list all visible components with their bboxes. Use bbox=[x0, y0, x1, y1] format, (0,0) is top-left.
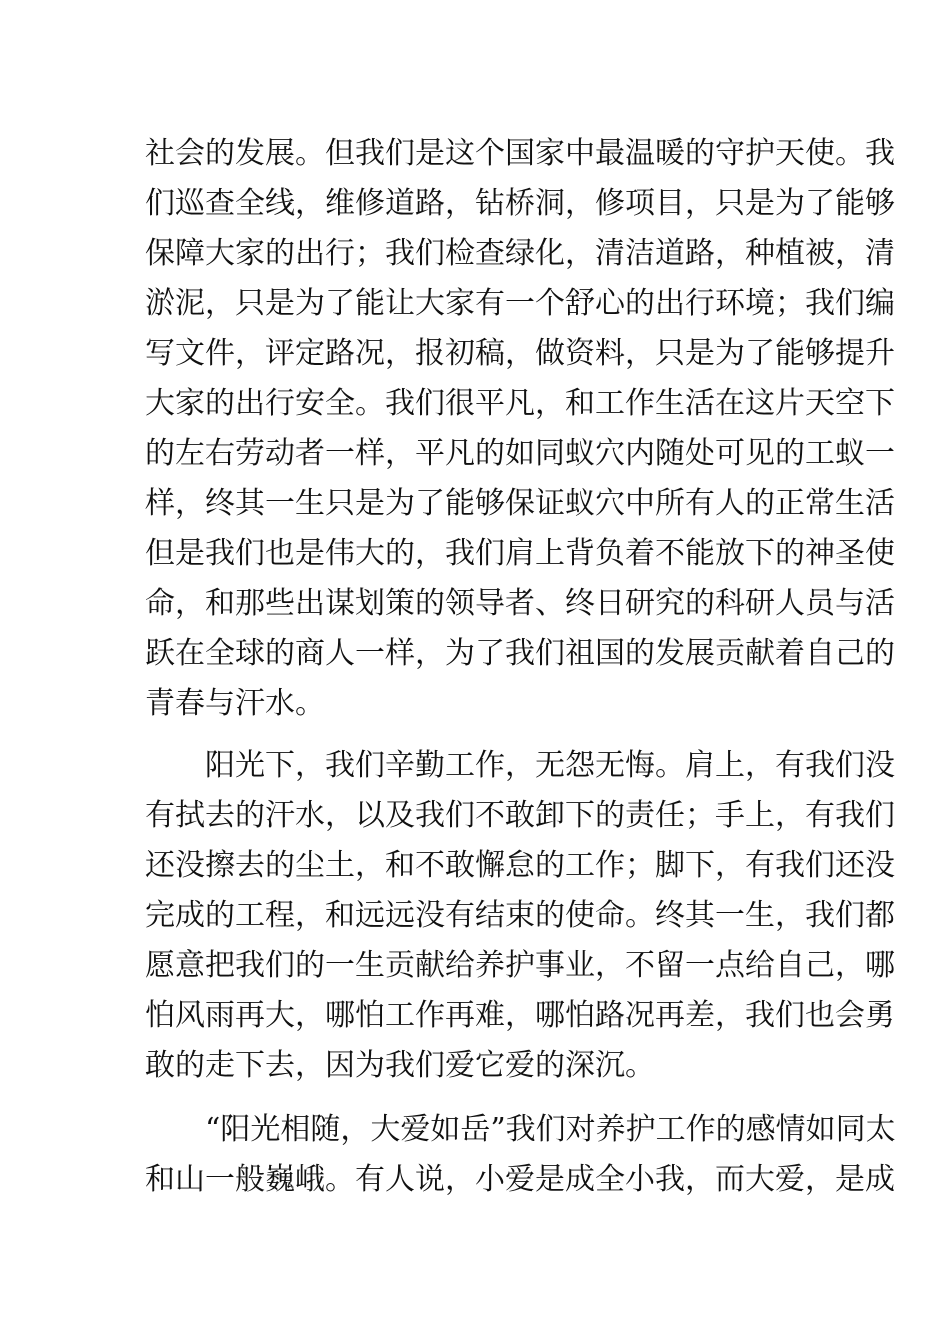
text-line: 有拭去的汗水，以及我们不敢卸下的责任；手上，有我们 bbox=[145, 798, 895, 833]
text-line-first: “阳光相随，大爱如岳”我们对养护工作的感情如同太 bbox=[205, 1112, 896, 1147]
text-line-first: 阳光下，我们辛勤工作，无怨无悔。肩上，有我们没 bbox=[205, 748, 895, 783]
text-line: 命，和那些出谋划策的领导者、终日研究的科研人员与活 bbox=[145, 586, 895, 621]
paragraph-2 bbox=[145, 741, 895, 1091]
text-line: 青春与汗水。 bbox=[145, 686, 325, 721]
text-line: 淤泥，只是为了能让大家有一个舒心的出行环境；我们编 bbox=[145, 286, 895, 321]
text-line: 大家的出行安全。我们很平凡，和工作生活在这片天空下 bbox=[145, 386, 895, 421]
text-line: 完成的工程，和远远没有结束的使命。终其一生，我们都 bbox=[145, 898, 895, 933]
text-line: 敢的走下去，因为我们爱它爱的深沉。 bbox=[145, 1048, 655, 1083]
text-line: 写文件，评定路况，报初稿，做资料，只是为了能够提升 bbox=[145, 336, 895, 371]
text-line: 的左右劳动者一样，平凡的如同蚁穴内随处可见的工蚁一 bbox=[145, 436, 895, 471]
text-line: 怕风雨再大，哪怕工作再难，哪怕路况再差，我们也会勇 bbox=[145, 998, 895, 1033]
paragraph-3 bbox=[145, 1105, 896, 1205]
text-line: 跃在全球的商人一样，为了我们祖国的发展贡献着自己的 bbox=[145, 636, 895, 671]
text-line: 社会的发展。但我们是这个国家中最温暖的守护天使。我 bbox=[145, 136, 895, 171]
text-line: 但是我们也是伟大的，我们肩上背负着不能放下的神圣使 bbox=[145, 536, 895, 571]
text-line: 还没擦去的尘土，和不敢懈怠的工作；脚下，有我们还没 bbox=[145, 848, 895, 883]
text-line: 和山一般巍峨。有人说，小爱是成全小我，而大爱，是成 bbox=[145, 1162, 895, 1197]
text-line: 样，终其一生只是为了能够保证蚁穴中所有人的正常生活 bbox=[145, 486, 895, 521]
text-line: 愿意把我们的一生贡献给养护事业，不留一点给自己，哪 bbox=[145, 948, 895, 983]
paragraph-1 bbox=[145, 129, 895, 729]
text-line: 保障大家的出行；我们检查绿化，清洁道路，种植被，清 bbox=[145, 236, 895, 271]
text-line: 们巡查全线，维修道路，钻桥洞，修项目，只是为了能够 bbox=[145, 186, 895, 221]
